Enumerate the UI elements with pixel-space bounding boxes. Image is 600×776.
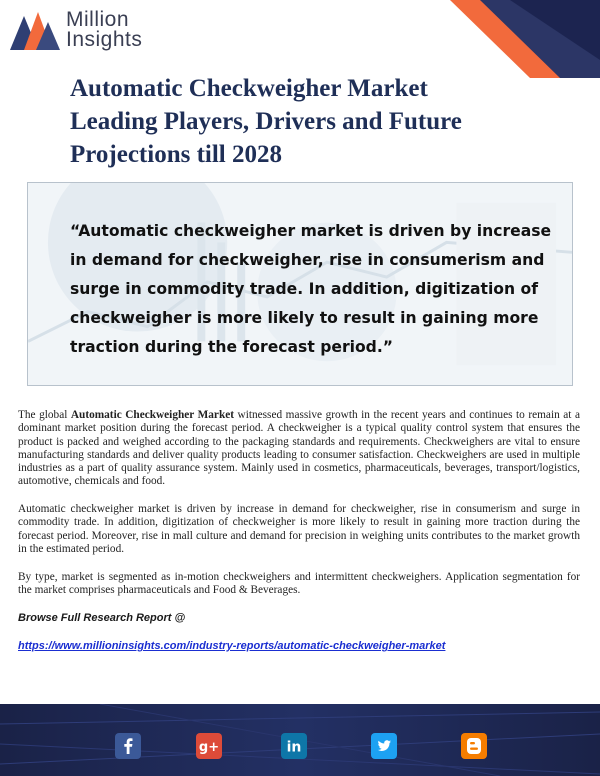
- browse-report-label: Browse Full Research Report @: [18, 612, 186, 624]
- blogger-icon: [461, 733, 487, 759]
- linkedin-icon: [281, 733, 307, 759]
- twitter-button[interactable]: [371, 733, 397, 759]
- brand-line2: Insights: [66, 28, 143, 51]
- corner-decoration: [450, 0, 600, 78]
- drivers-paragraph: Automatic checkweigher market is driven by increase in demand for checkweigher, rise in consumerism and surge in commodity trade. In addition, digitization of checkweigher is more likely to result in gaining more traction during the forecast period. Moreover, rise in mall culture and demand for precision in weighing units contributes to the market growth in the estimated period.: [18, 503, 580, 555]
- logo-mark-icon: [8, 8, 60, 52]
- intro-paragraph: [18, 409, 580, 489]
- linkedin-label: in: [286, 739, 302, 756]
- google-plus-icon: [196, 733, 222, 759]
- twitter-icon: [371, 733, 397, 759]
- brand-name: [66, 10, 142, 50]
- brand-line1: Million: [66, 8, 130, 31]
- google-plus-button[interactable]: [196, 733, 222, 759]
- intro-text-start: The global: [18, 409, 71, 421]
- brand-logo[interactable]: [8, 8, 142, 52]
- google-plus-label: g+: [198, 740, 220, 755]
- market-name: Automatic Checkweigher Market: [70, 409, 235, 421]
- page-title: Automatic Checkweigher Market Leading Players, Drivers and Future Projections till 2028: [70, 75, 462, 168]
- blogger-button[interactable]: [461, 733, 487, 759]
- segmentation-paragraph: By type, market is segmented as in-motion checkweighers and intermittent checkweighers. Application segmentation for the market comprises pharmaceuticals and Food & Beverages.: [18, 571, 580, 597]
- quote-box: [27, 182, 573, 386]
- facebook-button[interactable]: [115, 733, 141, 759]
- linkedin-button[interactable]: [281, 733, 307, 759]
- footer-bar: [0, 704, 600, 776]
- facebook-icon: [115, 733, 141, 759]
- highlight-quote: “Automatic checkweigher market is driven by increase in demand for checkweigher, rise in consumerism and surge in commodity trade. In addition, digitization of checkweigher is more likely to result in gaining more traction during the forecast period.”: [70, 222, 552, 356]
- report-link[interactable]: https://www.millioninsights.com/industry-reports/automatic-checkweigher-market: [18, 640, 446, 652]
- intro-text-rest: witnessed massive growth in the recent years and continues to remain at a dominant market position during the forecast period. A checkweigher is a typical quality control system that ensures the product is packed and weighed according to the packaging standards and requirements. Checkweighers are vital to ensure manufacturing standards and deliver quality products leading to consumer satisfaction. Checkweighers are used in multiple industries as a part of quality assurance system. Mainly used in cosmetics, pharmaceuticals, beverages, transport/logistics, automotive, chemicals and food.: [18, 409, 580, 488]
